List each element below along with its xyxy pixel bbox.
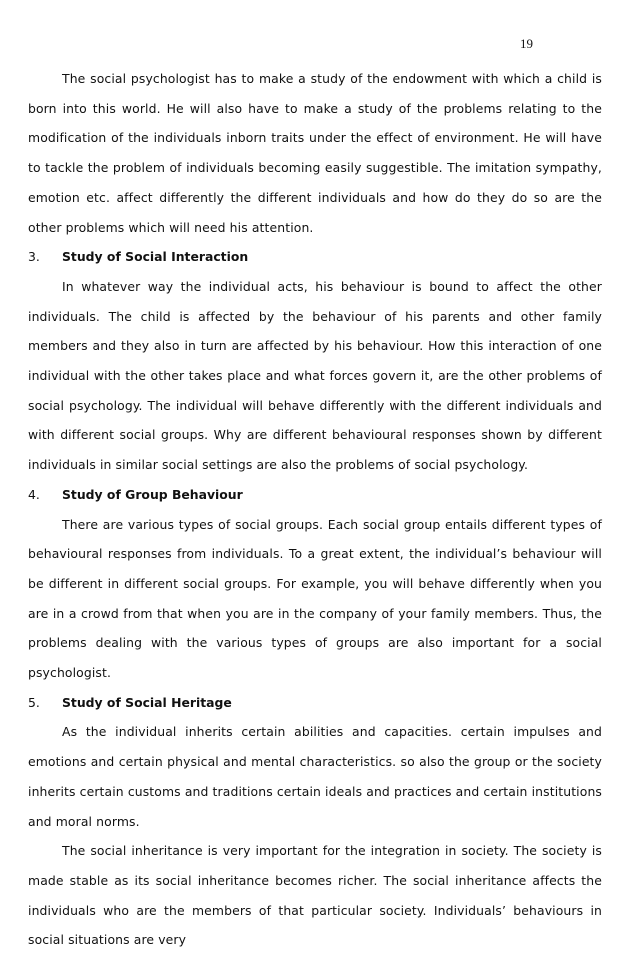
page-number: 19	[520, 36, 533, 51]
section-title: Study of Social Heritage	[62, 694, 232, 710]
section-title: Study of Group Behaviour	[62, 486, 243, 502]
paragraph-social-interaction: In whatever way the individual acts, his behaviour is bound to affect the other individuals. The child is affected by the behaviour of his parents and other family members and they also in turn are affected by his behaviour. How this interaction of one individual with the other takes place and what forces govern it, are the other problems of social psychology. The individual will behave differently with the different individuals and with different social groups. Why are different behavioural responses shown by different individuals in similar social settings are also the problems of social psychology.	[28, 278, 602, 473]
section-title: Study of Social Interaction	[62, 249, 249, 265]
section-number: 5.	[28, 694, 40, 710]
paragraph-group-behaviour: There are various types of social groups. Each social group entails different types of behavioural responses from individuals. To a great extent, the individual’s behaviour will be different in different social groups. For example, you will behave differently when you are in a crowd from that when you are in the company of your family members. Thus, the problems dealing with the various types of groups are also important for a social psychologist.	[28, 516, 602, 681]
paragraph-social-inheritance: The social inheritance is very important for the integration in society. The society is made stable as its social inheritance becomes richer. The social inheritance affects the individuals who are the members of that particular society. Individuals’ behaviours in social situations are very	[28, 843, 602, 948]
section-heading-group-behaviour	[28, 480, 602, 510]
section-number: 4.	[28, 486, 40, 502]
section-heading-social-interaction	[28, 242, 602, 272]
paragraph-endowment: The social psychologist has to make a study of the endowment with which a child is born into this world. He will also have to make a study of the problems relating to the modification of the individuals inborn traits under the effect of environment. He will have to tackle the problem of individuals becoming easily suggestible. The imitation sympathy, emotion etc. affect differently the different individuals and how do they do so are the other problems which will need his attention.	[28, 71, 602, 235]
section-number: 3.	[28, 249, 40, 265]
paragraph-social-heritage: As the individual inherits certain abilities and capacities. certain impulses and emotions and certain physical and mental characteristics. so also the group or the society inherits certain customs and traditions certain ideals and practices and certain institutions and moral norms.	[28, 724, 602, 829]
page-body	[28, 64, 602, 955]
section-heading-social-heritage	[28, 688, 602, 718]
